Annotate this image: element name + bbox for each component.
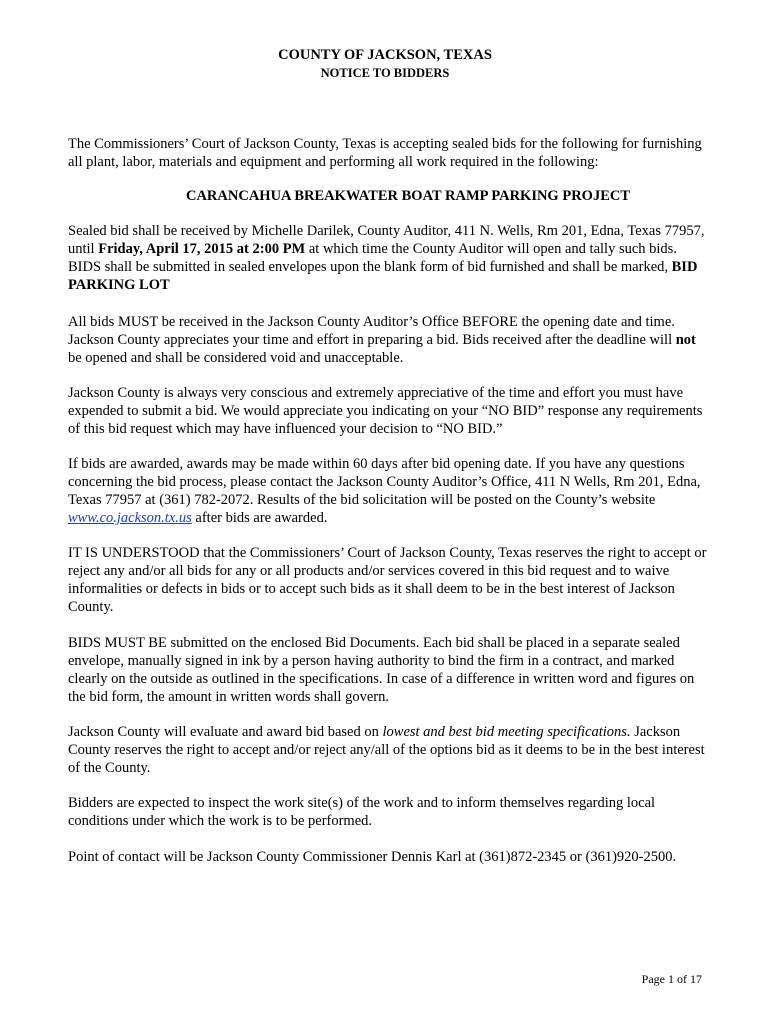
awards-text-2: after bids are awarded. <box>191 510 328 526</box>
awards-text-1: If bids are awarded, awards may be made within 60 days after bid opening date. If you have any questions concerning the bid process, please contact the Jackson County Auditor’s Office, 411 N Wells, Rm 201, Edna, Texas 77957 at (361) 782-2072. Results of the bid solicitation will be posted on the County’s website <box>68 456 701 508</box>
contact-paragraph: Point of contact will be Jackson County Commissioner Dennis Karl at (361)872-2345 or (361)920-2500. <box>68 849 677 865</box>
sealed-bid-paragraph <box>68 222 708 294</box>
no-bid-paragraph: Jackson County is always very conscious and extremely appreciative of the time and effort you must have expended to submit a bid. We would appreciate you indicating on your “NO BID” response any requirements of this bid request which may have influenced your decision to “NO BID.” <box>68 385 703 437</box>
county-website-link[interactable]: www.co.jackson.tx.us <box>68 510 192 526</box>
evaluation-paragraph <box>68 723 708 777</box>
bid-deadline: Friday, April 17, 2015 at 2:00 PM <box>98 241 306 257</box>
bid-documents-paragraph: BIDS MUST BE submitted on the enclosed Bid Documents. Each bid shall be placed in a separate sealed envelope, manually signed in ink by a person having authority to bind the firm in a contract, and marked clearly on the outside as outlined in the specifications. In case of a difference in written word and figures on the bid form, the amount in written words shall govern. <box>68 635 695 705</box>
understood-paragraph: IT IS UNDERSTOOD that the Commissioners’ Court of Jackson County, Texas reserves the right to accept or reject any and/or all bids for any or all products and/or services covered in this bid request and to waive informalities or defects in bids or to accept such bids as it shall deem to be in the best interest of Jackson County. <box>68 545 707 615</box>
receipt-text-1: All bids MUST be received in the Jackson County Auditor’s Office BEFORE the opening date and time. Jackson County appreciates your time and effort in preparing a bid. Bids received after the deadline will <box>68 314 676 348</box>
receipt-text-2: be opened and shall be considered void and unacceptable. <box>68 350 404 366</box>
evaluation-criteria: lowest and best bid meeting specifications. <box>382 724 631 740</box>
document-title: COUNTY OF JACKSON, TEXAS <box>278 47 492 63</box>
evaluation-text-1: Jackson County will evaluate and award bid based on <box>68 724 383 740</box>
sealed-bid-text-1: Sealed bid shall be received by Michelle Darilek, County Auditor, 411 N. Wells, Rm 201, Edna, Texas 77957, until <box>68 223 705 257</box>
intro-paragraph: The Commissioners’ Court of Jackson County, Texas is accepting sealed bids for the following for furnishing all plant, labor, materials and equipment and performing all work required in the following: <box>68 136 702 170</box>
bid-marking: BID PARKING LOT <box>68 259 698 293</box>
project-title: CARANCAHUA BREAKWATER BOAT RAMP PARKING PROJECT <box>185 188 631 204</box>
sealed-bid-text-2: at which time the County Auditor will open and tally such bids. BIDS shall be submitted in sealed envelopes upon the blank form of bid furnished and shall be marked, <box>68 241 677 275</box>
page-number: Page 1 of 17 <box>641 972 702 986</box>
receipt-paragraph <box>68 313 708 367</box>
receipt-emphasis: not <box>675 332 696 348</box>
awards-paragraph <box>68 455 708 527</box>
inspection-paragraph: Bidders are expected to inspect the work site(s) of the work and to inform themselves regarding local conditions under which the work is to be performed. <box>68 795 656 829</box>
document-subtitle: NOTICE TO BIDDERS <box>320 66 450 80</box>
evaluation-text-2: Jackson County reserves the right to accept and/or reject any/all of the options bid as it deems to be in the best interest of the County. <box>68 724 705 776</box>
